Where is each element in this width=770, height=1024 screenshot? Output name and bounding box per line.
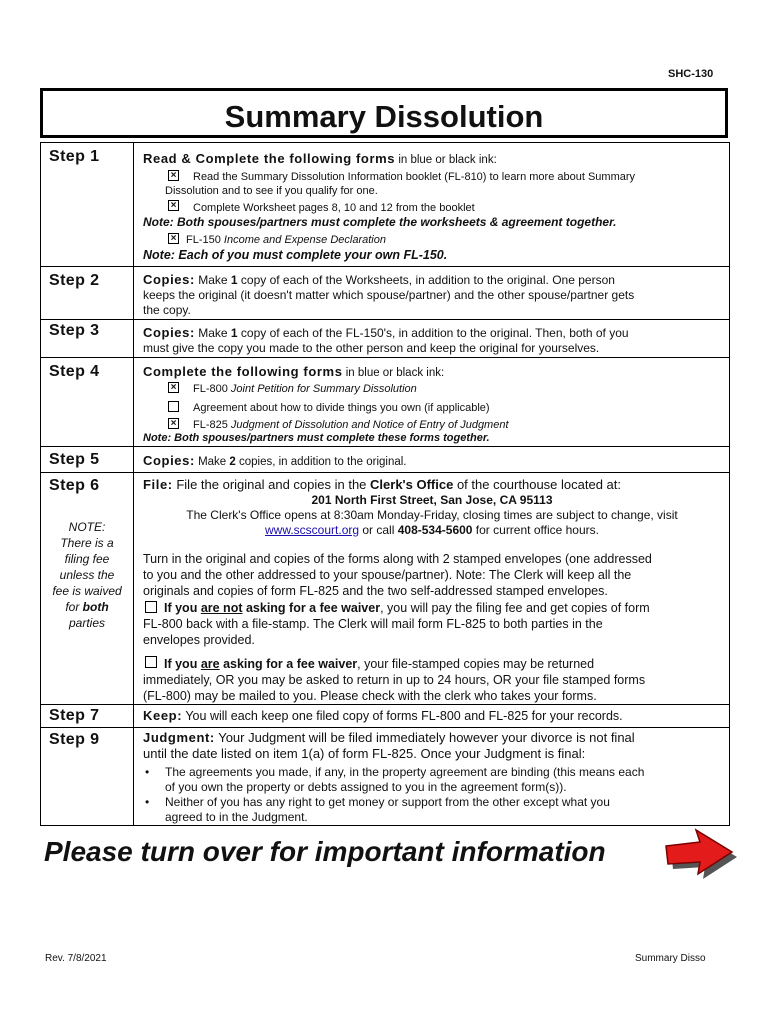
row-divider xyxy=(40,446,730,447)
checked-box-icon[interactable]: × xyxy=(168,200,179,211)
step-1-item-2: Complete Worksheet pages 8, 10 and 12 from the booklet xyxy=(193,202,475,214)
row-divider xyxy=(40,266,730,267)
step-1-note-2: Note: Each of you must complete your own FL-150. xyxy=(143,248,448,262)
step-9-text: Judgment: Your Judgment will be filed immediately however your divorce is not final until the date listed on item 1(a) of form FL-825. Once your Judgment is final: xyxy=(143,730,635,761)
row-divider xyxy=(40,727,730,728)
step-7-text: Keep: You will each keep one filed copy of forms FL-800 and FL-825 for your records. xyxy=(143,708,623,723)
step-4-label: Step 4 xyxy=(49,363,100,380)
step-4-item-1: FL-800 Joint Petition for Summary Dissolution xyxy=(193,383,417,395)
courthouse-address: 201 North First Street, San Jose, CA 95113 xyxy=(311,493,553,507)
step-6-label: Step 6 xyxy=(49,477,100,494)
bullet-icon: • xyxy=(145,795,150,809)
page-title: Summary Dissolution xyxy=(224,99,544,134)
document-name: Summary Disso xyxy=(635,953,706,964)
row-divider xyxy=(40,704,730,705)
step-1-heading: Read & Complete the following forms in blue or black ink: xyxy=(143,151,497,166)
checked-box-icon[interactable]: × xyxy=(168,382,179,393)
step-6-file: File: File the original and copies in the Clerk's Office of the courthouse located at: xyxy=(143,477,621,492)
row-divider xyxy=(40,357,730,358)
step-7-label: Step 7 xyxy=(49,707,100,724)
fee-note: NOTE: There is a filing fee unless the fee is waived for both parties xyxy=(52,520,122,630)
no-fee-waiver-option: If you are not asking for a fee waiver, you will pay the filing fee and get copies of form FL-800 back with a file-stamp. The Clerk will mail form FL-825 to both parties in the envelopes provided. xyxy=(143,601,650,647)
step-4-item-2: Agreement about how to divide things you own (if applicable) xyxy=(193,402,490,414)
step-5-label: Step 5 xyxy=(49,451,100,468)
step-1-item-1-cont: Dissolution and to see if you qualify for one. xyxy=(165,185,378,197)
fee-waiver-option: If you are asking for a fee waiver, your file-stamped copies may be returned immediately, OR you may be asked to return in up to 24 hours, OR your file stamped forms (FL-800) may be mailed to you. Please check with the clerk who takes your forms. xyxy=(143,657,646,703)
red-right-arrow-icon xyxy=(660,826,740,880)
step-2-label: Step 2 xyxy=(49,272,100,289)
step-1-label: Step 1 xyxy=(49,148,100,165)
step-1-note-1: Note: Both spouses/partners must complete the worksheets & agreement together. xyxy=(143,215,617,229)
step-1-item-1: Read the Summary Dissolution Information booklet (FL-810) to learn more about Summary xyxy=(193,171,636,183)
list-item: • Neither of you has any right to get money or support from the other except what you agreed to in the Judgment. xyxy=(145,795,610,824)
step-1-item-3: FL-150 Income and Expense Declaration xyxy=(186,234,386,246)
turn-over-notice: Please turn over for important information xyxy=(44,836,606,867)
list-item: • The agreements you made, if any, in the property agreement are binding (this means each of you own the property or debts assigned to you in the agreement form(s)). xyxy=(145,765,645,794)
checked-box-icon[interactable]: × xyxy=(168,170,179,181)
step-5-text: Copies: Make 2 copies, in addition to the original. xyxy=(143,453,407,468)
step-4-note: Note: Both spouses/partners must complete these forms together. xyxy=(143,432,490,444)
bullet-icon: • xyxy=(145,765,150,779)
revision-date: Rev. 7/8/2021 xyxy=(45,953,107,964)
turn-in-instructions: Turn in the original and copies of the forms along with 2 stamped envelopes (one addressed to you and the other addressed to your spouse/partner). Note: The Clerk will keep all the originals and copies of form FL-825 and the two self-addressed stamped envelopes. xyxy=(143,552,652,598)
step-3-label: Step 3 xyxy=(49,322,100,339)
checked-box-icon[interactable]: × xyxy=(168,233,179,244)
empty-checkbox-icon[interactable] xyxy=(168,401,179,412)
step-4-item-3: FL-825 Judgment of Dissolution and Notice of Entry of Judgment xyxy=(193,419,509,431)
checked-box-icon[interactable]: × xyxy=(168,418,179,429)
judgment-bullets xyxy=(143,765,723,825)
title-box xyxy=(40,88,728,138)
court-website-link[interactable]: www.scscourt.org xyxy=(265,523,360,537)
step-2-text: Copies: Make 1 copy of each of the Worksheets, in addition to the original. One person keeps the original (it doesn't matter which spouse/partner) and the other spouse/partner gets the copy. xyxy=(143,272,635,317)
form-id: SHC-130 xyxy=(668,68,714,80)
column-divider xyxy=(133,142,134,826)
step-9-label: Step 9 xyxy=(49,731,100,748)
step-4-heading: Complete the following forms in blue or black ink: xyxy=(143,364,445,379)
row-divider xyxy=(40,319,730,320)
office-hours: The Clerk's Office opens at 8:30am Monday-Friday, closing times are subject to change, visit www.scscourt.org or call 408-534-5600 for current office hours. xyxy=(186,508,678,537)
step-3-text: Copies: Make 1 copy of each of the FL-150's, in addition to the original. Then, both of you must give the copy you made to the other person and keep the original for yourselves. xyxy=(143,325,629,355)
row-divider xyxy=(40,472,730,473)
